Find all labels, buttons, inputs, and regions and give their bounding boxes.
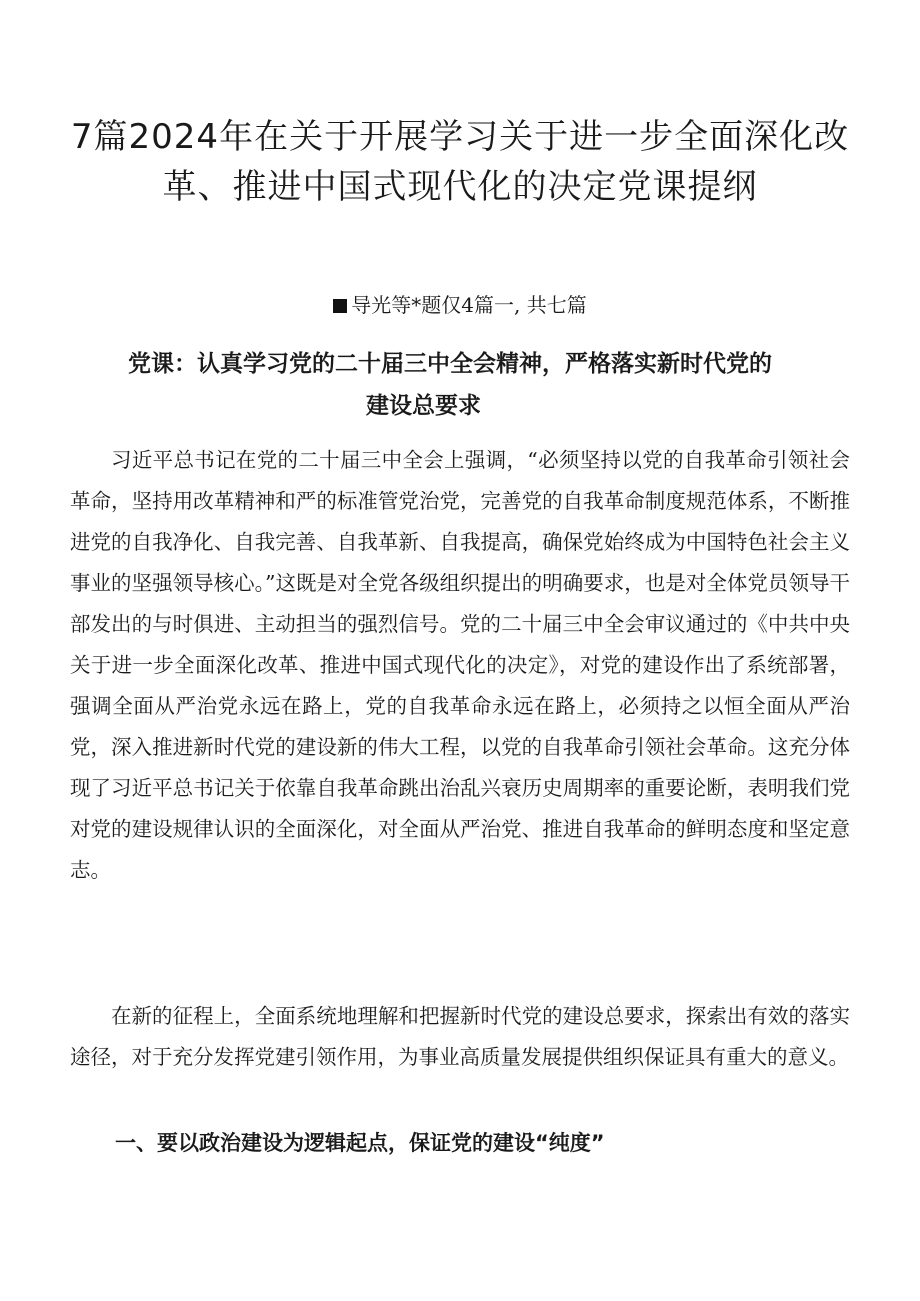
guide-line xyxy=(200,290,720,320)
guide-line-text: 导光等*题仅4篇一, 共七篇 xyxy=(351,293,587,317)
document-title: 7篇2024年在关于开展学习关于进一步全面深化改革、推进中国式现代化的决定党课提纲 xyxy=(70,117,850,207)
subtitle-line-2: 建设总要求 xyxy=(366,393,481,419)
lesson-subtitle xyxy=(128,343,863,427)
body-paragraph-2: 在新的征程上，全面系统地理解和把握新时代党的建设总要求，探索出有效的落实途径，对于充分发挥党建引领作用，为事业高质量发展提供组织保证具有重大的意义。 xyxy=(70,1004,850,1069)
body-paragraph-1: 习近平总书记在党的二十届三中全会上强调，“必须坚持以党的自我革命引领社会革命，坚持用改革精神和严的标准管党治党，完善党的自我革命制度规范体系，不断推进党的自我净化、自我完善、自我革新、自我提高，确保党始终成为中国特色社会主义事业的坚强领导核心。”这既是对全党各级组织提出的明确要求，也是对全体党员领导干部发出的与时俱进、主动担当的强烈信号。党的二十届三中全会审议通过的《中共中央关于进一步全面深化改革、推进中国式现代化的决定》，对党的建设作出了系统部署，强调全面从严治党永远在路上，党的自我革命永远在路上，必须持之以恒全面从严治党，深入推进新时代党的建设新的伟大工程，以党的自我革命引领社会革命。这充分体现了习近平总书记关于依靠自我革命跳出治乱兴衰历史周期率的重要论断，表明我们党对党的建设规律认识的全面深化，对全面从严治党、推进自我革命的鲜明态度和坚定意志。 xyxy=(70,448,850,882)
square-bullet-icon xyxy=(333,299,347,313)
section-heading: 一、要以政治建设为逻辑起点，保证党的建设“纯度” xyxy=(115,1131,605,1155)
subtitle-line-1: 党课：认真学习党的二十届三中全会精神，严格落实新时代党的 xyxy=(128,351,772,377)
